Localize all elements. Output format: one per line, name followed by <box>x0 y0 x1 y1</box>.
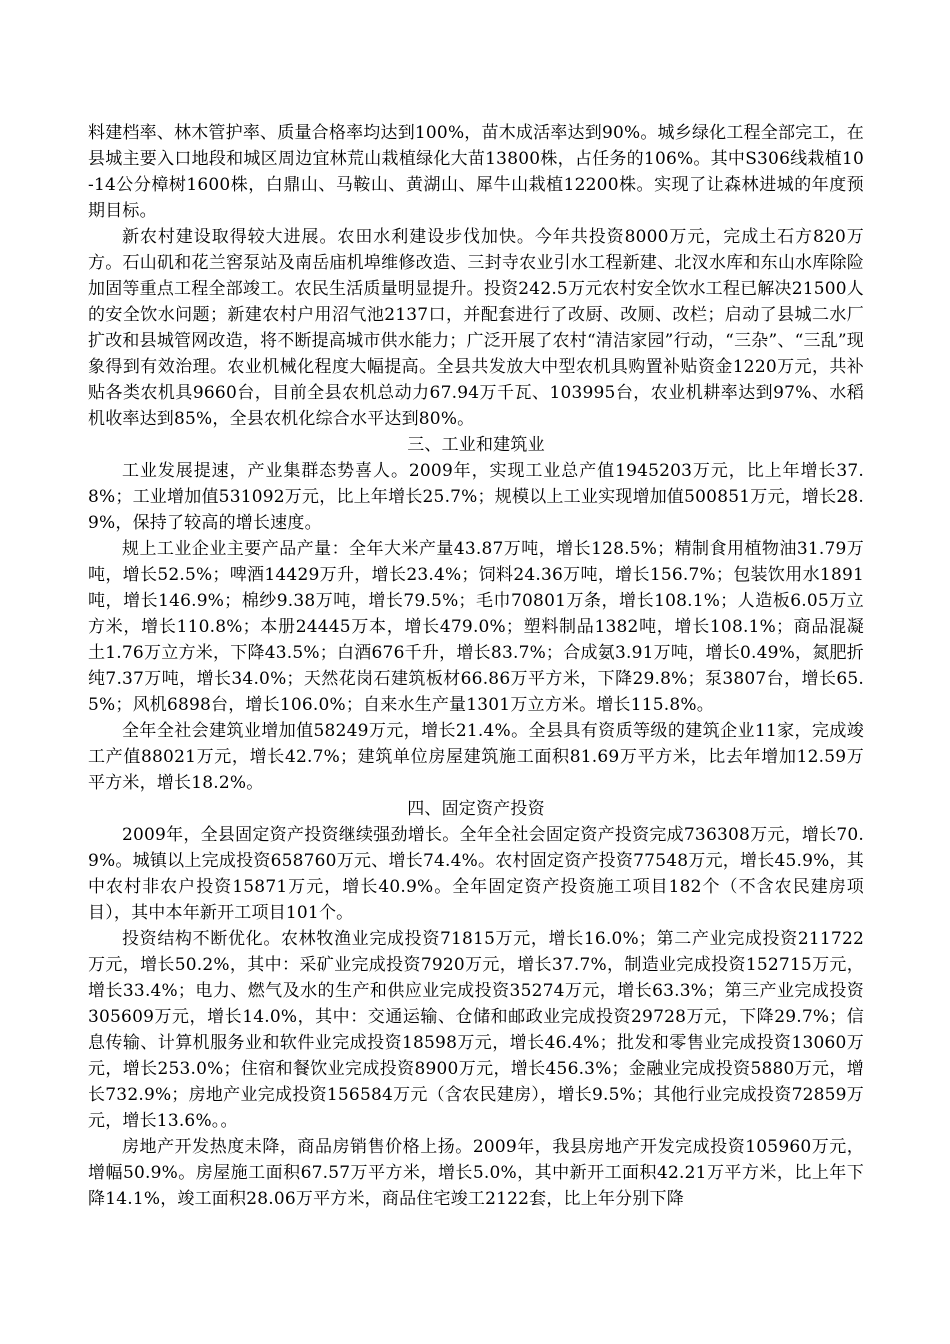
paragraph-construction: 全年全社会建筑业增加值58249万元，增长21.4%。全县具有资质等级的建筑企业11家，完成竣工产值88021万元，增长42.7%；建筑单位房屋建筑施工面积81.69万平方米，比去年增加12.59万平方米，增长18.2%。 <box>88 721 864 793</box>
paragraph-industry-growth: 工业发展提速，产业集群态势喜人。2009年，实现工业总产值1945203万元，比上年增长37.8%；工业增加值531092万元，比上年增长25.7%；规模以上工业实现增加值500851万元，增长28.9%，保持了较高的增长速度。 <box>88 461 864 533</box>
paragraph-forestry-continued: 料建档率、林木管护率、质量合格率均达到100%，苗木成活率达到90%。城乡绿化工程全部完工，在县城主要入口地段和城区周边宜林荒山栽植绿化大苗13800株，占任务的106%。其中S306线栽植10-14公分樟树1600株，白鼎山、马鞍山、黄湖山、犀牛山栽植12200株。实现了让森林进城的年度预期目标。 <box>88 123 864 221</box>
paragraph-investment-structure: 投资结构不断优化。农林牧渔业完成投资71815万元，增长16.0%；第二产业完成投资211722万元，增长50.2%，其中：采矿业完成投资7920万元，增长37.7%，制造业完成投资152715万元，增长33.4%；电力、燃气及水的生产和供应业完成投资35274万元，增长63.3%；第三产业完成投资305609万元，增长14.0%，其中：交通运输、仓储和邮政业完成投资29728万元，下降29.7%；信息传输、计算机服务业和软件业完成投资18598万元，增长46.4%；批发和零售业完成投资13060万元，增长253.0%；住宿和餐饮业完成投资8900万元，增长456.3%；金融业完成投资5880万元，增长732.9%；房地产业完成投资156584万元（含农民建房），增长9.5%；其他行业完成投资72859万元，增长13.6%。。 <box>88 929 864 1131</box>
section-heading-industry: 三、工业和建筑业 <box>407 435 545 455</box>
paragraph-real-estate: 房地产开发热度未降，商品房销售价格上扬。2009年，我县房地产开发完成投资105960万元，增幅50.9%。房屋施工面积67.57万平方米，增长5.0%，其中新开工面积42.21万平方米，比上年下降14.1%，竣工面积28.06万平方米，商品住宅竣工2122套，比上年分别下降 <box>88 1137 864 1209</box>
section-heading-fixed-assets: 四、固定资产投资 <box>407 799 545 819</box>
paragraph-industry-products: 规上工业企业主要产品产量：全年大米产量43.87万吨，增长128.5%；精制食用植物油31.79万吨，增长52.5%；啤酒14429万升，增长23.4%；饲料24.36万吨，增长156.7%；包装饮用水1891吨，增长146.9%；棉纱9.38万吨，增长79.5%；毛巾70801万条，增长108.1%；人造板6.05万立方米，增长110.8%；本册24445万本，增长479.0%；塑料制品1382吨，增长108.1%；商品混凝土1.76万立方米，下降43.5%；白酒676千升，增长83.7%；合成氨3.91万吨，增长0.49%，氮肥折纯7.37万吨，增长34.0%；天然花岗石建筑板材66.86万平方米，下降29.8%；泵3807台，增长65.5%；风机6898台，增长106.0%；自来水生产量1301万立方米。增长115.8%。 <box>88 539 864 715</box>
paragraph-fixed-assets-total: 2009年，全县固定资产投资继续强劲增长。全年全社会固定资产投资完成736308万元，增长70.9%。城镇以上完成投资658760万元、增长74.4%。农村固定资产投资77548万元，增长45.9%，其中农村非农户投资15871万元，增长40.9%。全年固定资产投资施工项目182个（不含农民建房项目），其中本年新开工项目101个。 <box>88 825 864 923</box>
document-page <box>88 120 864 1212</box>
paragraph-new-countryside: 新农村建设取得较大进展。农田水利建设步伐加快。今年共投资8000万元，完成土石方820万方。石山矶和花兰窖泵站及南岳庙机埠维修改造、三封寺农业引水工程新建、北汊水库和东山水库除险加固等重点工程全部竣工。农民生活质量明显提升。投资242.5万元农村安全饮水工程已解决21500人的安全饮水问题；新建农村户用沼气池2137口，并配套进行了改厨、改厕、改栏；启动了县城二水厂扩改和县城管网改造，将不断提高城市供水能力；广泛开展了农村“清洁家园”行动，“三杂”、“三乱”现象得到有效治理。农业机械化程度大幅提高。全县共发放大中型农机具购置补贴资金1220万元，共补贴各类农机具9660台，目前全县农机总动力67.94万千瓦、103995台，农业机耕率达到97%、水稻机收率达到85%，全县农机化综合水平达到80%。 <box>88 227 864 429</box>
